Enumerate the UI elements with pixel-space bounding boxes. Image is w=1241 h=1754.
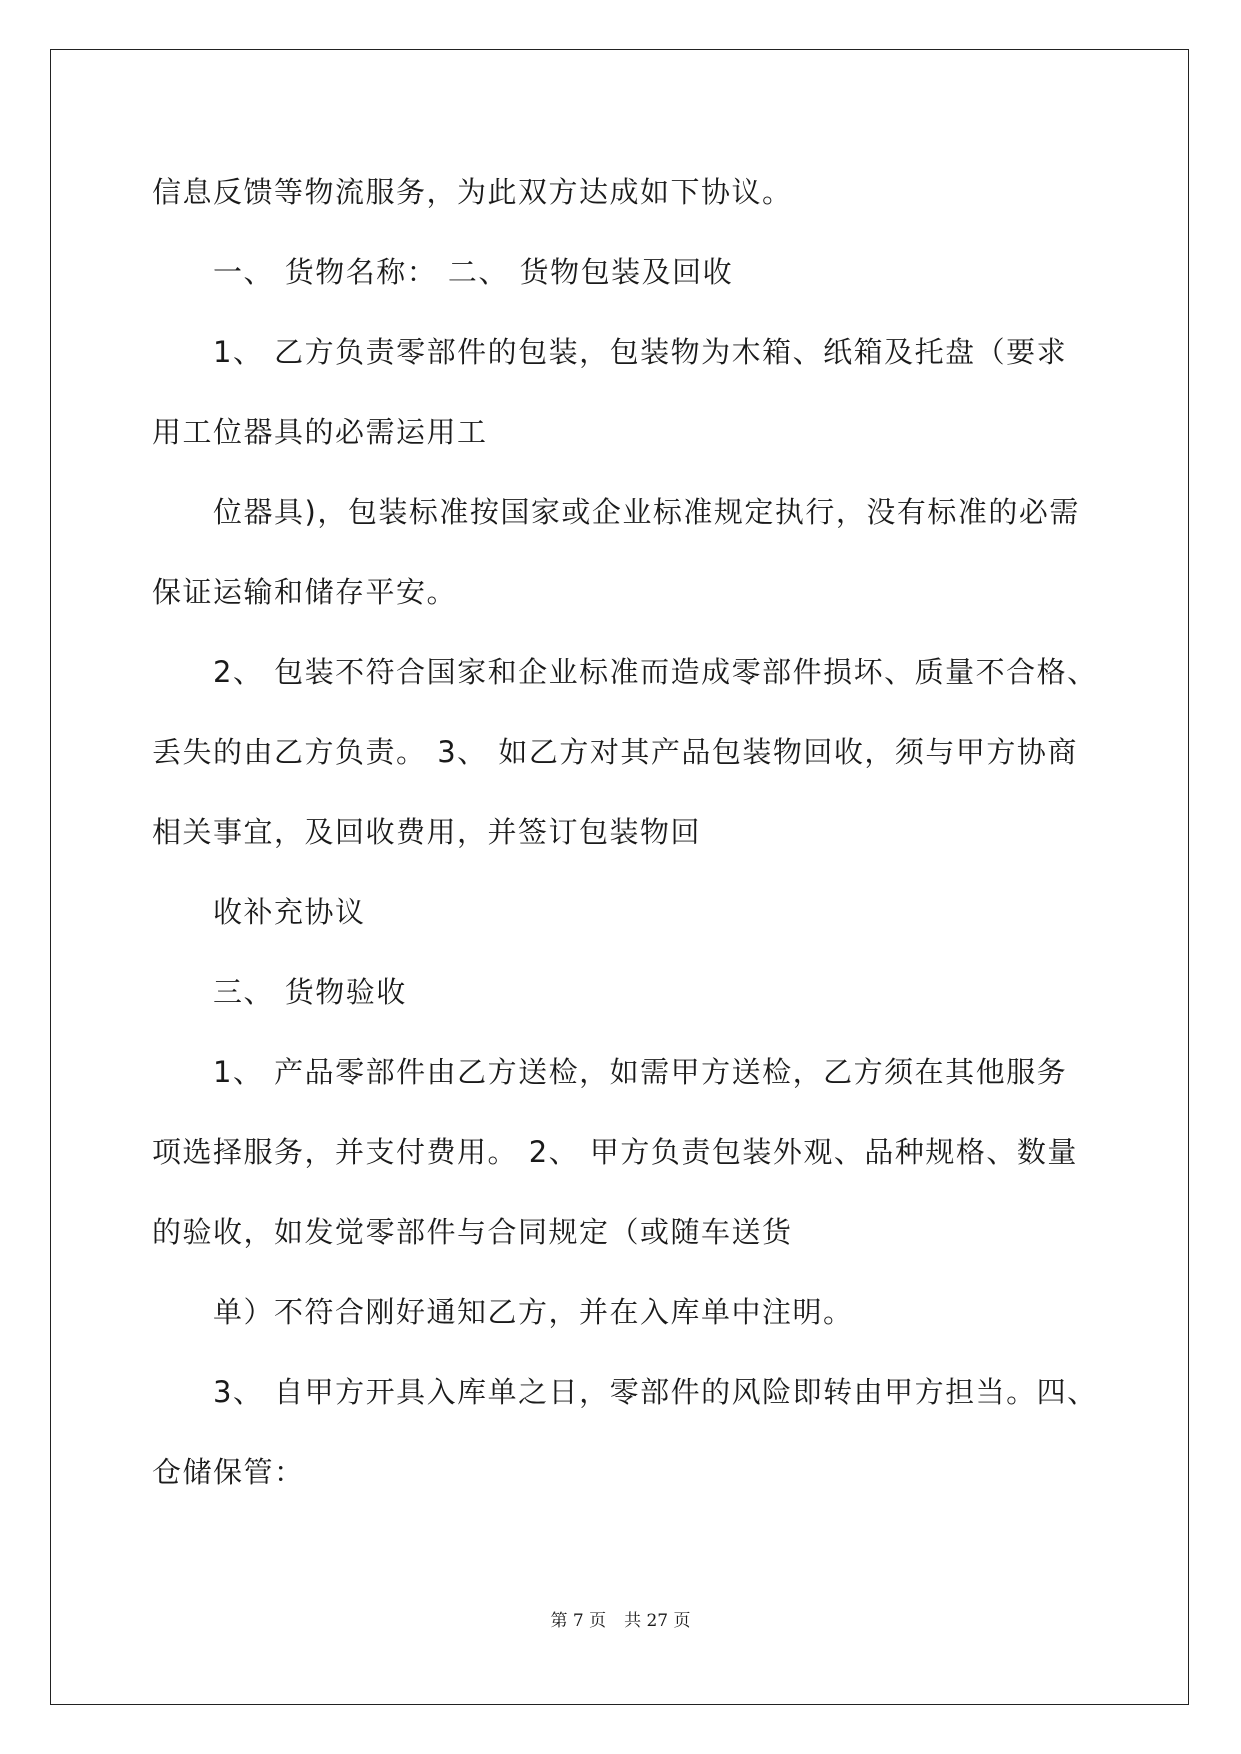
paragraph-line: 3、 自甲方开具入库单之日，零部件的风险即转由甲方担当。四、 xyxy=(213,1375,1098,1409)
paragraph-line: 收补充协议 xyxy=(213,895,366,929)
paragraph-line: 相关事宜，及回收费用，并签订包装物回 xyxy=(152,815,702,849)
page-total: 共 27 页 xyxy=(624,1611,691,1631)
paragraph-line: 1、 乙方负责零部件的包装，包装物为木箱、纸箱及托盘（要求 xyxy=(213,335,1068,369)
paragraph-line: 用工位器具的必需运用工 xyxy=(152,415,488,449)
section-heading-line: 三、 货物验收 xyxy=(213,975,407,1009)
paragraph-line: 2、 包装不符合国家和企业标准而造成零部件损坏、质量不合格、 xyxy=(213,655,1098,689)
paragraph-line: 丢失的由乙方负责。 3、 如乙方对其产品包装物回收，须与甲方协商 xyxy=(152,735,1078,769)
section-heading-line: 仓储保管： xyxy=(152,1455,305,1489)
paragraph-line: 1、 产品零部件由乙方送检，如需甲方送检，乙方须在其他服务 xyxy=(213,1055,1068,1089)
page-footer xyxy=(0,1610,1241,1632)
paragraph-line: 保证运输和储存平安。 xyxy=(152,575,458,609)
paragraph-line: 位器具)，包装标准按国家或企业标准规定执行，没有标准的必需 xyxy=(213,495,1080,529)
page-number: 第 7 页 xyxy=(550,1611,607,1631)
paragraph-line: 信息反馈等物流服务，为此双方达成如下协议。 xyxy=(152,175,793,209)
paragraph-line: 项选择服务，并支付费用。 2、 甲方负责包装外观、品种规格、数量 xyxy=(152,1135,1078,1169)
section-heading-line: 一、 货物名称： 二、 货物包装及回收 xyxy=(213,255,734,289)
paragraph-line: 单）不符合刚好通知乙方，并在入库单中注明。 xyxy=(213,1295,854,1329)
paragraph-line: 的验收，如发觉零部件与合同规定（或随车送货 xyxy=(152,1215,793,1249)
